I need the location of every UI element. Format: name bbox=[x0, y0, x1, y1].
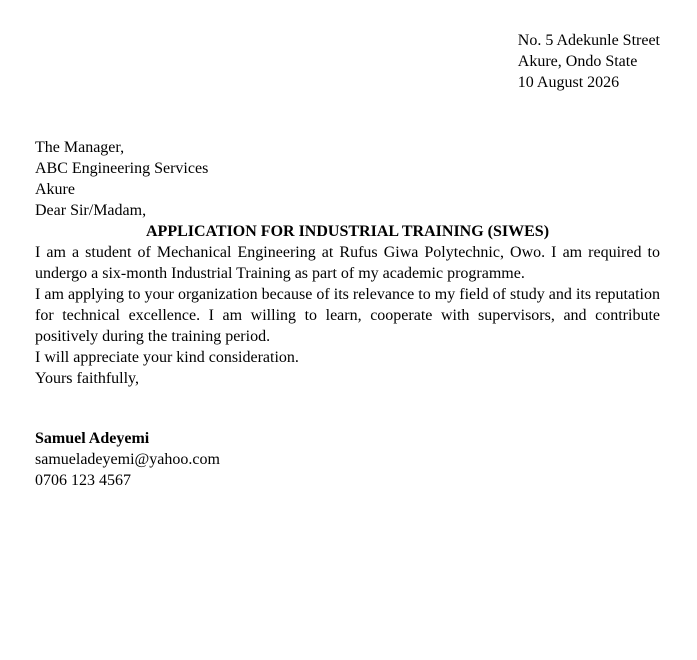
sender-city: Akure, Ondo State bbox=[517, 53, 638, 70]
body-paragraph-2: I am applying to your organization because of its relevance to my field of study and its reputation for technical excellence. I am willing to learn, cooperate with supervisors, and contribute positively during the training period. bbox=[35, 286, 660, 345]
recipient-title: The Manager, bbox=[35, 139, 125, 156]
letter-date: 10 August 2026 bbox=[517, 74, 620, 91]
recipient-address-block bbox=[35, 137, 660, 200]
sender-address-block bbox=[518, 30, 660, 93]
recipient-city: Akure bbox=[35, 181, 75, 198]
signature-phone: 0706 123 4567 bbox=[35, 472, 131, 489]
signature-name: Samuel Adeyemi bbox=[35, 430, 150, 447]
subject-line: APPLICATION FOR INDUSTRIAL TRAINING (SIWES) bbox=[145, 223, 550, 240]
sender-street: No. 5 Adekunle Street bbox=[517, 32, 660, 49]
closing-phrase: Yours faithfully, bbox=[35, 370, 140, 387]
salutation: Dear Sir/Madam, bbox=[35, 202, 147, 219]
body-paragraph-3: I will appreciate your kind consideration. bbox=[35, 349, 299, 366]
signature-email: samueladeyemi@yahoo.com bbox=[35, 451, 220, 468]
recipient-company: ABC Engineering Services bbox=[35, 160, 209, 177]
signature-block bbox=[35, 428, 660, 491]
body-paragraph-1: I am a student of Mechanical Engineering at Rufus Giwa Polytechnic, Owo. I am required to undergo a six-month Industrial Training as part of my academic programme. bbox=[35, 244, 660, 282]
